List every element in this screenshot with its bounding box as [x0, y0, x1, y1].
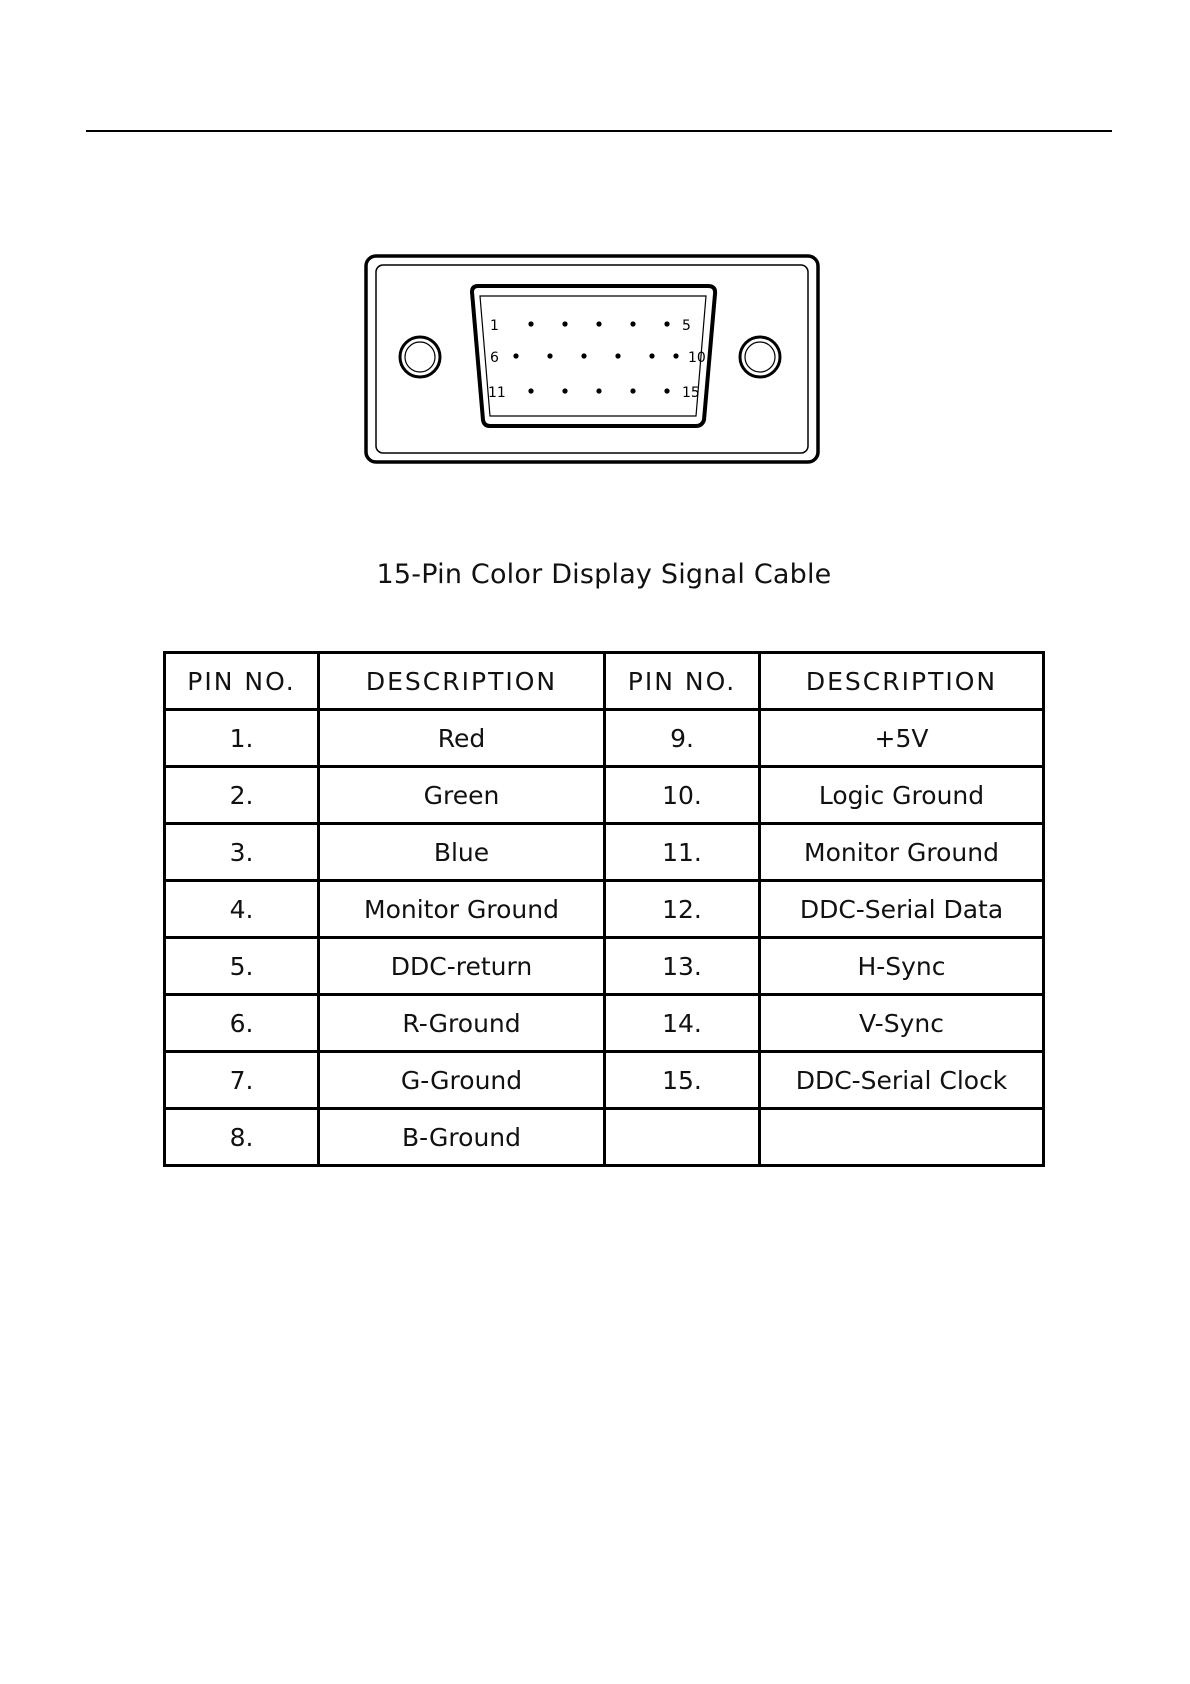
table-row	[165, 1052, 1044, 1109]
pin-dot	[649, 353, 654, 358]
figure-caption: 15-Pin Color Display Signal Cable	[376, 559, 832, 590]
pin-dot	[562, 321, 567, 326]
pin-dot	[630, 388, 635, 393]
pin-dot	[664, 321, 669, 326]
table-row	[165, 938, 1044, 995]
pin-dot	[513, 353, 518, 358]
top-rule	[86, 130, 1112, 132]
header-pin-no: PIN NO.	[165, 653, 319, 710]
pin-number-cell: 9.	[605, 710, 760, 767]
right-screw-hole	[740, 337, 780, 377]
pin-dot	[673, 353, 678, 358]
pin-dot	[528, 321, 533, 326]
pin-number-cell: 12.	[605, 881, 760, 938]
pin-number-cell: 8.	[165, 1109, 319, 1166]
description-cell: G-Ground	[319, 1052, 605, 1109]
pin-number-cell: 13.	[605, 938, 760, 995]
description-cell: Logic Ground	[760, 767, 1044, 824]
description-cell	[760, 1109, 1044, 1166]
table-row	[165, 881, 1044, 938]
pin-dot	[547, 353, 552, 358]
pin-number-cell: 7.	[165, 1052, 319, 1109]
pin-dot	[615, 353, 620, 358]
header-pin-no: PIN NO.	[605, 653, 760, 710]
table-header-row	[165, 653, 1044, 710]
pin-number-cell: 11.	[605, 824, 760, 881]
pin-dot	[581, 353, 586, 358]
description-cell: DDC-return	[319, 938, 605, 995]
pinout-table	[163, 651, 1045, 1167]
pin-number-cell: 3.	[165, 824, 319, 881]
right-screw-hole-inner	[745, 342, 775, 372]
pin-dot	[630, 321, 635, 326]
pin-label-15: 15	[682, 385, 700, 401]
pin-row-2	[513, 353, 678, 358]
table-row	[165, 1109, 1044, 1166]
pin-label-11: 11	[488, 385, 506, 401]
table-row	[165, 767, 1044, 824]
pin-number-cell: 15.	[605, 1052, 760, 1109]
description-cell: Red	[319, 710, 605, 767]
description-cell: B-Ground	[319, 1109, 605, 1166]
pin-number-cell: 5.	[165, 938, 319, 995]
description-cell: H-Sync	[760, 938, 1044, 995]
description-cell: R-Ground	[319, 995, 605, 1052]
pin-label-1: 1	[490, 318, 499, 334]
description-cell: DDC-Serial Data	[760, 881, 1044, 938]
table-row	[165, 824, 1044, 881]
pin-number-cell: 4.	[165, 881, 319, 938]
dsub-outline	[472, 286, 715, 426]
pin-number-cell: 1.	[165, 710, 319, 767]
pin-dot	[664, 388, 669, 393]
pin-row-3	[528, 388, 669, 393]
description-cell: Blue	[319, 824, 605, 881]
description-cell: Monitor Ground	[760, 824, 1044, 881]
left-screw-hole-inner	[405, 342, 435, 372]
header-description: DESCRIPTION	[760, 653, 1044, 710]
pin-dot	[562, 388, 567, 393]
description-cell: DDC-Serial Clock	[760, 1052, 1044, 1109]
pin-label-6: 6	[490, 350, 499, 366]
pin-number-cell: 10.	[605, 767, 760, 824]
vga-connector-diagram	[364, 254, 824, 466]
pin-number-cell: 14.	[605, 995, 760, 1052]
table-row	[165, 995, 1044, 1052]
pin-row-1	[528, 321, 669, 326]
left-screw-hole	[400, 337, 440, 377]
pin-number-cell: 2.	[165, 767, 319, 824]
description-cell: Green	[319, 767, 605, 824]
description-cell: +5V	[760, 710, 1044, 767]
pin-dot	[596, 321, 601, 326]
description-cell: V-Sync	[760, 995, 1044, 1052]
table-row	[165, 710, 1044, 767]
pin-dot	[528, 388, 533, 393]
pin-dot	[596, 388, 601, 393]
pin-label-10: 10	[688, 350, 706, 366]
header-description: DESCRIPTION	[319, 653, 605, 710]
pin-number-cell	[605, 1109, 760, 1166]
description-cell: Monitor Ground	[319, 881, 605, 938]
pin-label-5: 5	[682, 318, 691, 334]
pin-number-cell: 6.	[165, 995, 319, 1052]
